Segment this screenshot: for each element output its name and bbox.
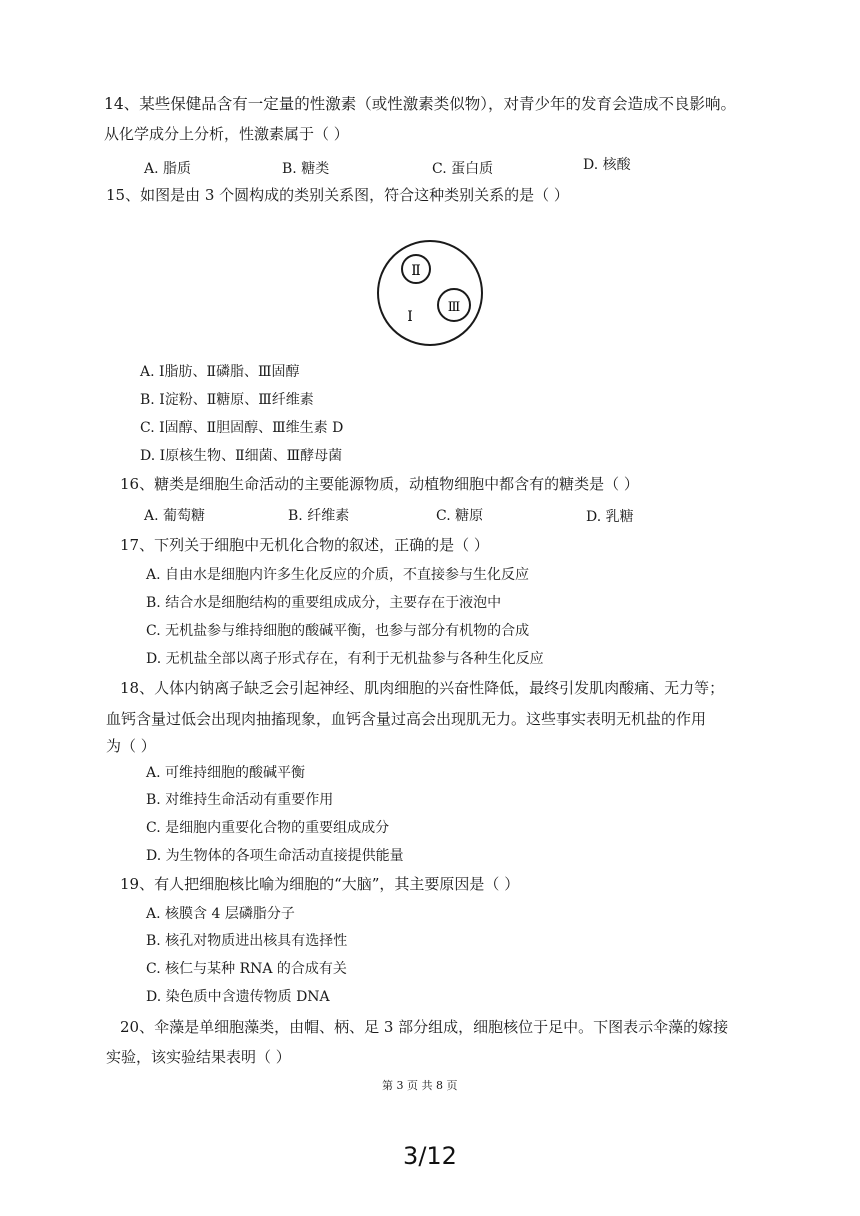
q17-option-a: A. 自由水是细胞内许多生化反应的介质，不直接参与生化反应 (146, 567, 530, 583)
q17-stem: 17、下列关于细胞中无机化合物的叙述，正确的是（ ） (120, 536, 489, 554)
q20-stem-line2: 实验，该实验结果表明（ ） (106, 1048, 291, 1066)
q15-option-b: B. Ⅰ淀粉、Ⅱ糖原、Ⅲ纤维素 (140, 392, 314, 408)
q19-option-d: D. 染色质中含遗传物质 DNA (146, 989, 330, 1005)
q18-option-a: A. 可维持细胞的酸碱平衡 (146, 765, 306, 781)
q14-option-d: D. 核酸 (583, 157, 631, 173)
q17-option-d: D. 无机盐全部以离子形式存在，有利于无机盐参与各种生化反应 (146, 651, 544, 667)
circle-i (378, 241, 482, 345)
q14-option-c: C. 蛋白质 (432, 161, 494, 177)
q19-option-a: A. 核膜含 4 层磷脂分子 (146, 906, 295, 922)
q14-stem-line1: 14、某些保健品含有一定量的性激素（或性激素类似物），对青少年的发育会造成不良影响。 (104, 95, 736, 113)
q18-stem-line3: 为（ ） (106, 737, 156, 755)
q14-option-b: B. 糖类 (282, 161, 330, 177)
q15-option-a: A. Ⅰ脂肪、Ⅱ磷脂、Ⅲ固醇 (140, 364, 300, 380)
q20-stem-line1: 20、伞藻是单细胞藻类，由帽、柄、足 3 部分组成，细胞核位于足中。下图表示伞藻的嫁接 (120, 1018, 729, 1036)
q16-stem: 16、糖类是细胞生命活动的主要能源物质，动植物细胞中都含有的糖类是（ ） (120, 475, 639, 493)
q16-option-d: D. 乳糖 (586, 509, 634, 525)
q18-stem-line1: 18、人体内钠离子缺乏会引起神经、肌肉细胞的兴奋性降低，最终引发肌肉酸痛、无力等； (120, 679, 725, 697)
q18-option-b: B. 对维持生命活动有重要作用 (146, 792, 334, 808)
q18-stem-line2: 血钙含量过低会出现肉抽搐现象，血钙含量过高会出现肌无力。这些事实表明无机盐的作用 (106, 710, 707, 728)
q16-option-b: B. 纤维素 (288, 508, 350, 524)
page-footer: 第 3 页 共 8 页 (382, 1079, 458, 1092)
q19-option-c: C. 核仁与某种 RNA 的合成有关 (146, 961, 347, 977)
venn-diagram (372, 238, 488, 350)
q19-stem: 19、有人把细胞核比喻为细胞的“大脑”，其主要原因是（ ） (120, 875, 520, 893)
q18-option-c: C. 是细胞内重要化合物的重要组成成分 (146, 820, 390, 836)
q17-option-c: C. 无机盐参与维持细胞的酸碱平衡，也参与部分有机物的合成 (146, 623, 530, 639)
q18-option-d: D. 为生物体的各项生命活动直接提供能量 (146, 848, 404, 864)
label-ii: Ⅱ (411, 263, 421, 279)
q15-stem: 15、如图是由 3 个圆构成的类别关系图，符合这种类别关系的是（ ） (106, 186, 569, 204)
label-iii: Ⅲ (447, 300, 461, 315)
q16-option-c: C. 糖原 (436, 508, 484, 524)
q16-option-a: A. 葡萄糖 (144, 508, 206, 524)
q14-option-a: A. 脂质 (144, 161, 192, 177)
q15-option-c: C. Ⅰ固醇、Ⅱ胆固醇、Ⅲ维生素 D (140, 420, 344, 436)
q15-option-d: D. Ⅰ原核生物、Ⅱ细菌、Ⅲ酵母菌 (140, 448, 343, 464)
q19-option-b: B. 核孔对物质进出核具有选择性 (146, 933, 348, 949)
page-indicator: 3/12 (403, 1142, 457, 1170)
q14-stem-line2: 从化学成分上分析，性激素属于（ ） (104, 125, 349, 143)
q17-option-b: B. 结合水是细胞结构的重要组成成分，主要存在于液泡中 (146, 595, 502, 611)
label-i: Ⅰ (407, 309, 413, 325)
